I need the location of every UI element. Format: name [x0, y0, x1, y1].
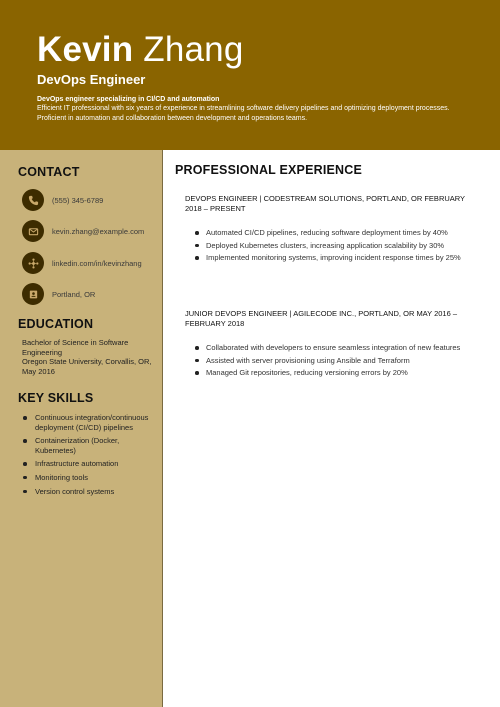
job-bullet: Managed Git repositories, reducing versioning errors by 20% [195, 368, 470, 378]
candidate-name [37, 28, 244, 72]
summary: Efficient IT professional with six years of experience in streamlining software delivery pipelines and optimizing deployment processes. Proficient in automation and collaboration between development and operations teams. [37, 105, 450, 122]
contact-location [22, 283, 162, 305]
skill-item: Containerization (Docker, Kubernetes) [22, 436, 157, 455]
job-bullet: Implemented monitoring systems, improving incident response times by 25% [195, 253, 470, 263]
job-bullet: Collaborated with developers to ensure seamless integration of new features [195, 343, 470, 353]
skill-item: Continuous integration/continuous deployment (CI/CD) pipelines [22, 413, 157, 432]
education-heading: EDUCATION [18, 317, 94, 331]
resume-header [0, 0, 500, 150]
network-icon [22, 252, 44, 274]
linkedin-text: linkedin.com/in/kevinzhang [52, 258, 142, 268]
education-entry [22, 338, 157, 376]
contact-heading: CONTACT [18, 165, 80, 179]
degree: Bachelor of Science in Software Engineering [22, 338, 129, 357]
skills-heading: KEY SKILLS [18, 391, 94, 405]
location-text: Portland, OR [52, 289, 96, 299]
job-bullet: Automated CI/CD pipelines, reducing software deployment times by 40% [195, 228, 470, 238]
contact-linkedin[interactable] [22, 252, 162, 274]
job-bullet: Assisted with server provisioning using Ansible and Terraform [195, 356, 470, 366]
tagline: DevOps engineer specializing in CI/CD and automation [37, 96, 220, 103]
skill-item: Version control systems [22, 487, 157, 497]
email-text: kevin.zhang@example.com [52, 226, 145, 236]
address-card-icon [22, 283, 44, 305]
school: Oregon State University, Corvallis, OR, May 2016 [22, 357, 152, 376]
job-bullet: Deployed Kubernetes clusters, increasing application scalability by 30% [195, 241, 470, 251]
job-header: JUNIOR DEVOPS ENGINEER | AGILECODE INC., PORTLAND, OR MAY 2016 – FEBRUARY 2018 [185, 309, 458, 328]
experience-heading: PROFESSIONAL EXPERIENCE [175, 163, 363, 177]
job-title: DevOps Engineer [37, 72, 146, 87]
envelope-icon [22, 220, 44, 242]
skill-item: Infrastructure automation [22, 459, 157, 469]
job-bullets [185, 343, 470, 378]
job-header: DEVOPS ENGINEER | CODESTREAM SOLUTIONS, PORTLAND, OR FEBRUARY 2018 – PRESENT [185, 194, 465, 213]
phone-text: (555) 345-6789 [52, 195, 104, 205]
skill-item: Monitoring tools [22, 473, 157, 483]
contact-phone[interactable] [22, 189, 162, 211]
job-entry [185, 309, 470, 381]
job-bullets [185, 228, 470, 263]
contact-email[interactable] [22, 220, 162, 242]
last-name: Zhang [143, 30, 244, 69]
phone-icon [22, 189, 44, 211]
first-name: Kevin [37, 30, 134, 69]
job-entry [185, 194, 470, 266]
skills-list [22, 413, 157, 500]
